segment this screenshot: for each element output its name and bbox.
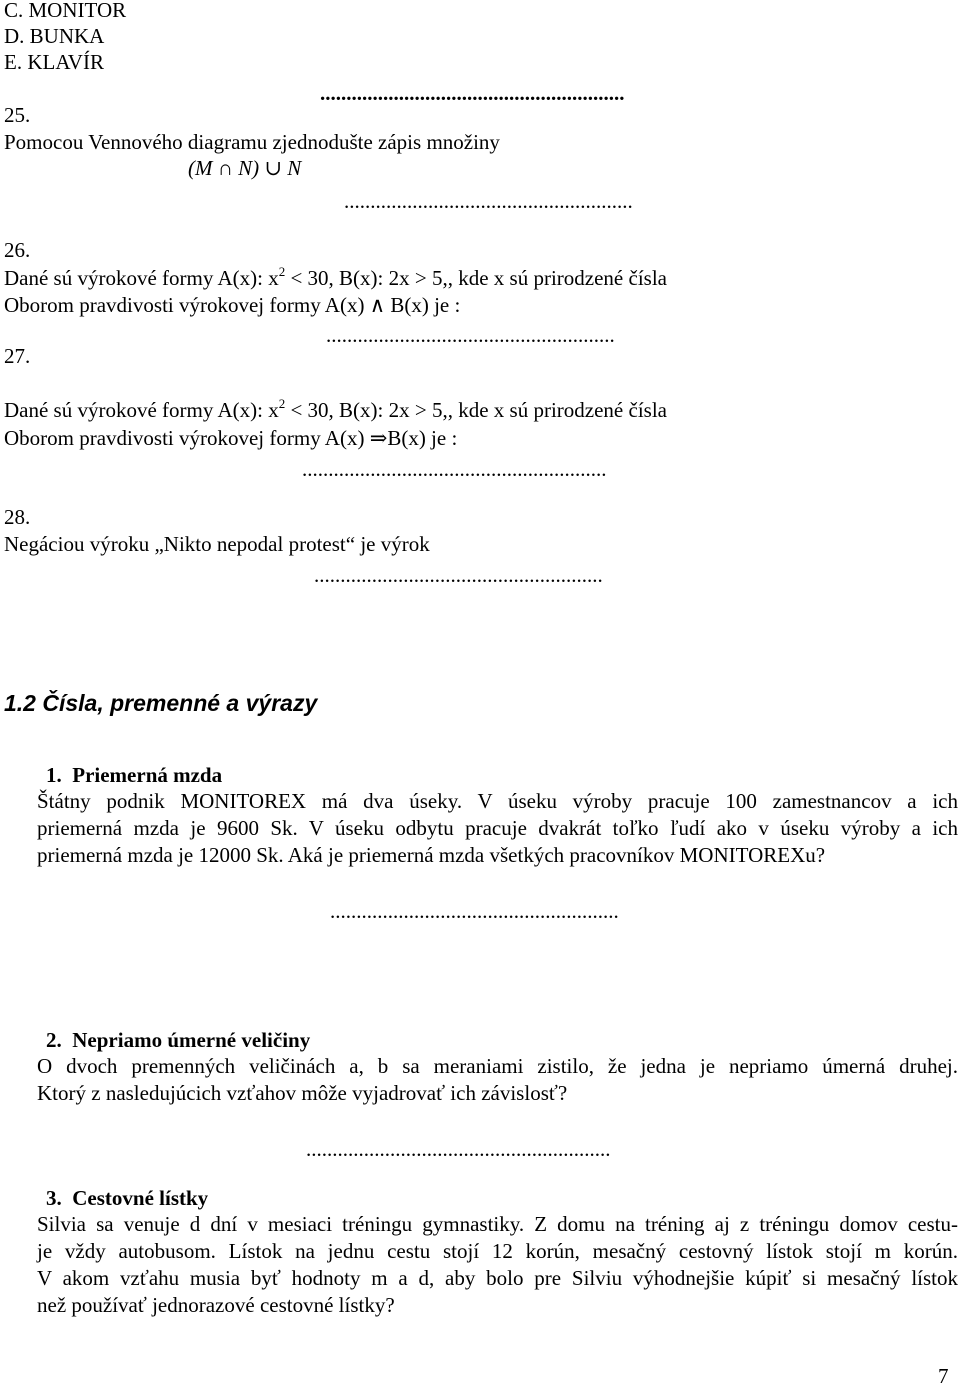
problem-1-line-3: priemerná mzda je 12000 Sk. Aká je priemerná mzda všetkých pracovníkov MONITOREXu? <box>37 843 826 867</box>
implies-operator: ⇒ <box>369 426 388 450</box>
question-25-number: 25. <box>4 103 31 127</box>
problem-1-line-2: priemerná mzda je 9600 Sk. V úseku odbytu pracuje dvakrát toľko ľudí ako v úseku výroby a ich <box>37 816 958 840</box>
problem-3-line-3: V akom vzťahu musia byť hodnoty m a d, aby bolo pre Silviu výhodnejšie kúpiť si mesačný lístok <box>37 1266 958 1290</box>
answer-line-27: .......................................................... <box>302 457 607 481</box>
problem-3-line-2: je vždy autobusom. Lístok na jednu cestu stojí 12 korún, mesačný cestovný lístok stojí m korún. <box>37 1239 958 1263</box>
question-28-text: Negáciou výroku „Nikto nepodal protest“ je výrok <box>4 532 430 556</box>
problem-2-line-1: O dvoch premenných veličinách a, b sa meraniami zistilo, že jedna je nepriamo úmerná druhej. <box>37 1054 958 1078</box>
list-item-d: D. BUNKA <box>4 24 105 48</box>
question-26-line2: Oborom pravdivosti výrokovej formy A(x) ∧ B(x) je : <box>4 293 461 317</box>
and-operator: ∧ <box>369 293 386 317</box>
answer-line-p1: ....................................................... <box>330 899 619 923</box>
problem-3-line-1: Silvia sa venuje d dní v mesiaci tréningu gymnastiky. Z domu na tréning aj z tréningu domov cestu- <box>37 1212 958 1236</box>
list-item-e: E. KLAVÍR <box>4 50 104 74</box>
answer-line-28: ....................................................... <box>314 563 603 587</box>
question-27-line1: Dané sú výrokové formy A(x): $x^2 < 30$, B(x): 2x > 5,, kde x sú prirodzené čísla <box>4 396 667 422</box>
section-heading: 1.2 Čísla, premenné a výrazy <box>4 690 318 716</box>
question-26-line1: Dané sú výrokové formy A(x): $x^2 < 30$, B(x): 2x > 5,, kde x sú prirodzené čísla <box>4 264 667 290</box>
problem-2-line-2: Ktorý z nasledujúcich vzťahov môže vyjadrovať ich závislosť? <box>37 1081 568 1105</box>
question-26-number: 26. <box>4 238 31 262</box>
answer-line-26: ....................................................... <box>326 323 615 347</box>
problem-2-heading: 2. Nepriamo úmerné veličiny <box>46 1028 311 1052</box>
answer-line-p2: .......................................................... <box>306 1137 611 1161</box>
page-number: 7 <box>938 1364 949 1388</box>
problem-3-heading: 3. Cestovné lístky <box>46 1186 209 1210</box>
problem-1-line-1: Štátny podnik MONITOREX má dva úseky. V úseku výroby pracuje 100 zamestnancov a ich <box>37 789 958 813</box>
question-28-number: 28. <box>4 505 31 529</box>
problem-3-line-4: než používať jednorazové cestovné lístky? <box>37 1293 395 1317</box>
answer-line-25: ....................................................... <box>344 189 633 213</box>
answer-line-24: .......................................................... <box>320 81 625 105</box>
list-item-c: C. MONITOR <box>4 0 127 22</box>
question-25-text: Pomocou Vennového diagramu zjednodušte zápis množiny <box>4 130 500 154</box>
problem-1-heading: 1. Priemerná mzda <box>46 763 223 787</box>
question-25-formula: (M ∩ N) ∪ N <box>188 156 302 180</box>
question-27-line2: Oborom pravdivosti výrokovej formy A(x) ⇒B(x) je : <box>4 426 458 450</box>
question-27-number: 27. <box>4 344 31 368</box>
